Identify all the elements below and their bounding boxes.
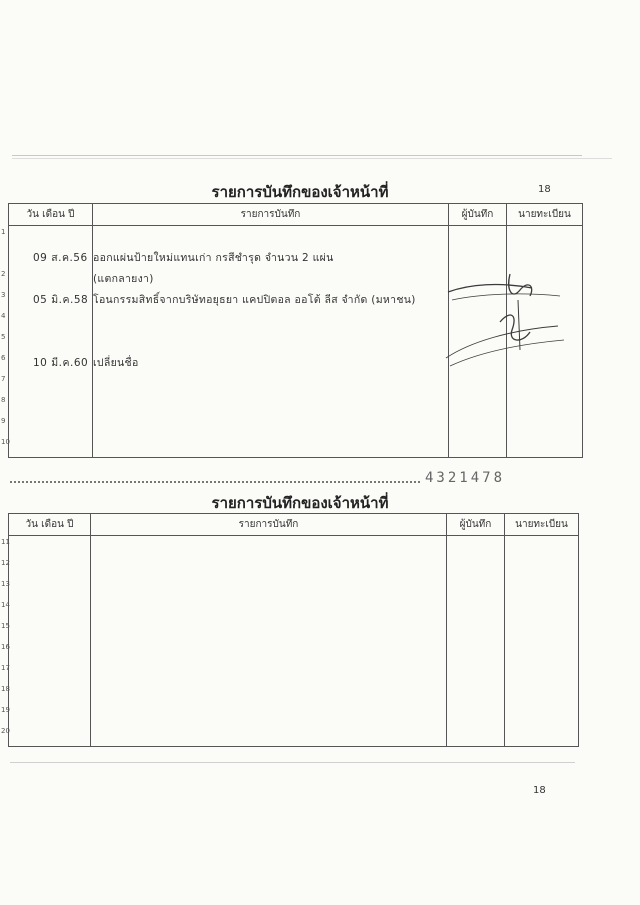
date-cell xyxy=(1,310,93,331)
record-text xyxy=(91,620,447,641)
recorder-cell xyxy=(447,620,505,641)
row-number: 12 xyxy=(1,558,10,567)
page2-number: 18 xyxy=(533,785,546,796)
record-text xyxy=(91,662,447,683)
date-cell xyxy=(1,704,91,725)
recorder-cell xyxy=(449,394,507,415)
table-row xyxy=(9,725,579,747)
row-number: 15 xyxy=(1,621,10,630)
record-text xyxy=(93,331,449,352)
date-cell xyxy=(1,683,91,704)
table-row xyxy=(9,394,583,415)
row-number: 17 xyxy=(1,663,10,672)
table-row xyxy=(9,578,579,599)
header-recorder: ผู้บันทึก xyxy=(449,204,507,226)
record-text xyxy=(93,394,449,415)
row-number: 9 xyxy=(1,416,6,425)
page1-title: รายการบันทึกของเจ้าหน้าที่ xyxy=(211,183,389,201)
registrar-cell xyxy=(505,641,579,662)
header-registrar: นายทะเบียน xyxy=(507,204,583,226)
record-text xyxy=(91,704,447,725)
row-number: 14 xyxy=(1,600,10,609)
scan-edge-top xyxy=(12,155,582,156)
registrar-cell xyxy=(505,725,579,747)
date-cell xyxy=(1,536,91,558)
record-text xyxy=(93,373,449,394)
scan-edge-bottom xyxy=(10,762,575,763)
recorder-cell xyxy=(447,725,505,747)
record-text xyxy=(91,557,447,578)
recorder-cell xyxy=(449,415,507,436)
recorder-cell xyxy=(447,641,505,662)
page1-number: 18 xyxy=(538,184,551,195)
record-text: (แตกลายงา) xyxy=(93,268,449,289)
date-cell xyxy=(1,373,93,394)
date-cell xyxy=(1,620,91,641)
scan-edge-top-2 xyxy=(12,158,612,159)
stamp-number: 4321478 xyxy=(425,470,506,486)
table-row xyxy=(9,536,579,558)
date-cell xyxy=(1,436,93,458)
date-cell xyxy=(1,268,93,289)
row-number: 11 xyxy=(1,537,10,546)
signature-stroke xyxy=(500,315,530,340)
header-record: รายการบันทึก xyxy=(91,514,447,536)
entry-date: 05 มิ.ค.58 xyxy=(33,294,89,306)
registrar-cell xyxy=(505,620,579,641)
header-date: วัน เดือน ปี xyxy=(9,514,91,536)
recorder-cell xyxy=(447,683,505,704)
record-text xyxy=(93,415,449,436)
row-number: 8 xyxy=(1,395,6,404)
tear-dotted-line xyxy=(10,481,420,485)
table-row xyxy=(9,704,579,725)
row-number: 18 xyxy=(1,684,10,693)
row-number: 3 xyxy=(1,291,6,299)
registrar-cell xyxy=(505,599,579,620)
registrar-cell xyxy=(505,662,579,683)
header-record: รายการบันทึก xyxy=(93,204,449,226)
header-recorder: ผู้บันทึก xyxy=(447,514,505,536)
row-number: 10 xyxy=(1,437,10,446)
signature-stroke xyxy=(452,294,560,300)
record-text: โอนกรรมสิทธิ์จากบริษัทอยุธยา แคปปิตอล ออโต้ ลีส จำกัด (มหาชน) xyxy=(93,289,449,310)
row-number: 13 xyxy=(1,579,10,588)
row-number: 4 xyxy=(1,311,6,320)
table-row xyxy=(9,641,579,662)
row-number: 1 xyxy=(1,227,6,236)
date-cell xyxy=(9,247,93,268)
date-cell xyxy=(1,289,93,310)
date-cell xyxy=(1,599,91,620)
registrar-cell xyxy=(505,557,579,578)
signature-stroke xyxy=(446,326,558,358)
registrar-cell xyxy=(505,704,579,725)
table-row xyxy=(9,557,579,578)
page2-record-table xyxy=(1,513,579,747)
recorder-cell xyxy=(447,662,505,683)
recorder-cell xyxy=(447,599,505,620)
recorder-cell xyxy=(447,536,505,558)
row-number: 6 xyxy=(1,354,6,362)
table-row xyxy=(9,226,583,248)
row-number: 16 xyxy=(1,642,10,651)
date-cell xyxy=(1,578,91,599)
date-cell xyxy=(1,352,93,373)
date-cell xyxy=(1,331,93,352)
table-row xyxy=(9,620,579,641)
date-cell xyxy=(1,641,91,662)
recorder-cell xyxy=(449,226,507,248)
header-registrar: นายทะเบียน xyxy=(505,514,579,536)
table-row xyxy=(9,436,583,458)
row-number: 2 xyxy=(1,269,6,278)
table-row xyxy=(9,599,579,620)
registrar-cell xyxy=(505,683,579,704)
record-text: เปลี่ยนชื่อ xyxy=(93,352,449,373)
date-cell xyxy=(1,662,91,683)
recorder-cell xyxy=(449,436,507,458)
record-text xyxy=(91,578,447,599)
record-text xyxy=(93,226,449,248)
record-text xyxy=(91,641,447,662)
date-cell xyxy=(1,725,91,747)
date-cell xyxy=(1,226,93,248)
signature-stamp xyxy=(440,270,570,380)
date-cell xyxy=(1,415,93,436)
record-text xyxy=(91,599,447,620)
recorder-cell xyxy=(449,247,507,268)
record-text xyxy=(91,683,447,704)
row-number: 7 xyxy=(1,374,6,383)
registrar-cell xyxy=(507,394,583,415)
record-text: ออกแผ่นป้ายใหม่แทนเก่า กรสีชำรุด จำนวน 2 แผ่น xyxy=(93,247,449,268)
recorder-cell xyxy=(447,578,505,599)
record-text xyxy=(91,536,447,558)
date-cell xyxy=(1,557,91,578)
page2-header-row xyxy=(9,514,579,536)
registrar-cell xyxy=(505,578,579,599)
recorder-cell xyxy=(447,704,505,725)
page2-title: รายการบันทึกของเจ้าหน้าที่ xyxy=(211,494,389,512)
registrar-cell xyxy=(507,436,583,458)
page1-header-row xyxy=(9,204,583,226)
record-text xyxy=(91,725,447,747)
entry-date: 10 มี.ค.60 xyxy=(33,357,89,369)
registrar-cell xyxy=(507,226,583,248)
record-text xyxy=(93,310,449,331)
table-row xyxy=(9,247,583,268)
row-number: 20 xyxy=(1,726,10,735)
registrar-cell xyxy=(505,536,579,558)
recorder-cell xyxy=(447,557,505,578)
row-number: 19 xyxy=(1,705,10,714)
entry-date: 09 ส.ค.56 xyxy=(33,252,88,264)
table-row xyxy=(9,662,579,683)
signature-stroke xyxy=(450,340,564,366)
date-cell xyxy=(1,394,93,415)
record-text xyxy=(93,436,449,458)
signature-stroke xyxy=(518,300,520,350)
header-date: วัน เดือน ปี xyxy=(9,204,93,226)
table-row xyxy=(9,683,579,704)
registrar-cell xyxy=(507,415,583,436)
registrar-cell xyxy=(507,247,583,268)
table-row xyxy=(9,415,583,436)
row-number: 5 xyxy=(1,332,6,341)
